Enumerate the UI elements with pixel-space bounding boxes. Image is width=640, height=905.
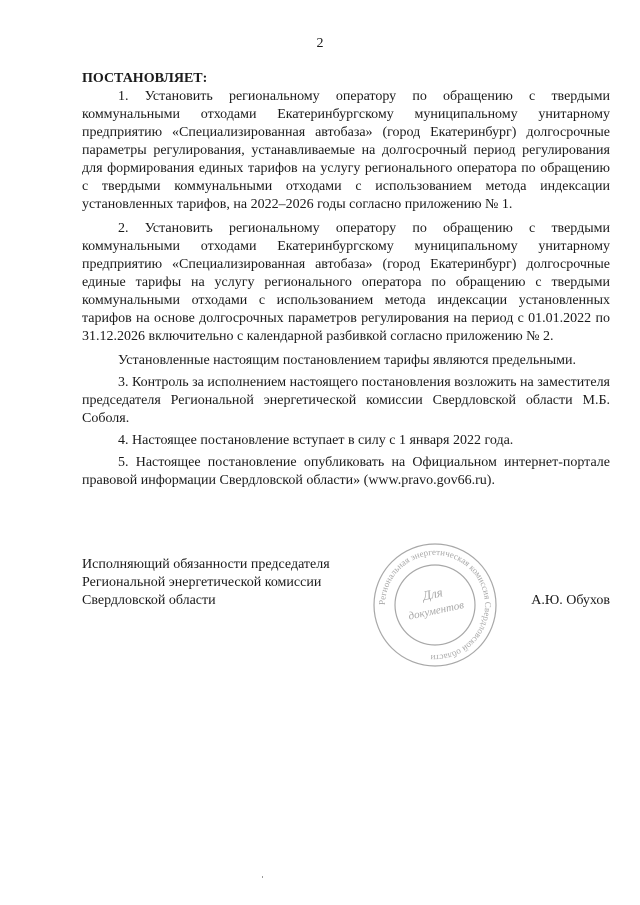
paragraph-item-3: 3. Контроль за исполнением настоящего постановления возложить на заместителя председателя Региональной энергетической комиссии Свердловской области М.Б. Соболя. [82,375,610,426]
paragraph-item-4: 4. Настоящее постановление вступает в силу с 1 января 2022 года. [118,433,514,448]
signature-block [82,556,610,610]
signatory-title-line: Региональной энергетической комиссии [82,575,322,590]
signatory-title-line: Исполняющий обязанности председателя [82,557,330,572]
page-number: 2 [316,36,324,51]
stamp-inner-text: документов [407,599,466,623]
stamp-outer-text: Региональная энергетическая комиссия Свердловской области [376,546,494,664]
paragraph-tariff-note: Установленные настоящим постановлением тарифы являются предельными. [118,353,577,368]
stamp-inner-text: Для [421,584,444,604]
signatory-title-line: Свердловской области [82,593,216,608]
official-stamp [370,540,500,670]
paragraph-item-2: 2. Установить региональному оператору по обращению с твердыми коммунальными отходами Екатеринбургскому муниципальному унитарному предприятию «Специализированная автобаза» (город Екатеринбург) долгосрочные единые тарифы на услугу регионального оператора по обращению с твердыми коммунальными отходами с использованием метода индексации установленных тарифов на основе долгосрочных параметров регулирования на период с 01.01.2022 по 31.12.2026 включительно с календарной разбивкой согласно приложению № 2. [82,221,610,344]
paragraph-item-1: 1. Установить региональному оператору по обращению с твердыми коммунальными отходами Екатеринбургскому муниципальному унитарному предприятию «Специализированная автобаза» (город Екатеринбург) долгосрочные параметры регулирования, устанавливаемые на долгосрочный период регулирования для формирования единых тарифов на услугу регионального оператора по обращению с твердыми коммунальными отходами с использованием метода индексации установленных тарифов, на 2022–2026 годы согласно приложению № 1. [82,89,610,212]
decree-header: ПОСТАНОВЛЯЕТ: [82,71,208,86]
document-body [82,70,610,496]
paragraph-item-5: 5. Настоящее постановление опубликовать на Официальном интернет-портале правовой информации Свердловской области» (www.pravo.gov66.ru). [82,455,610,488]
signatory-name: А.Ю. Обухов [531,593,610,608]
scan-artifact [262,876,263,878]
